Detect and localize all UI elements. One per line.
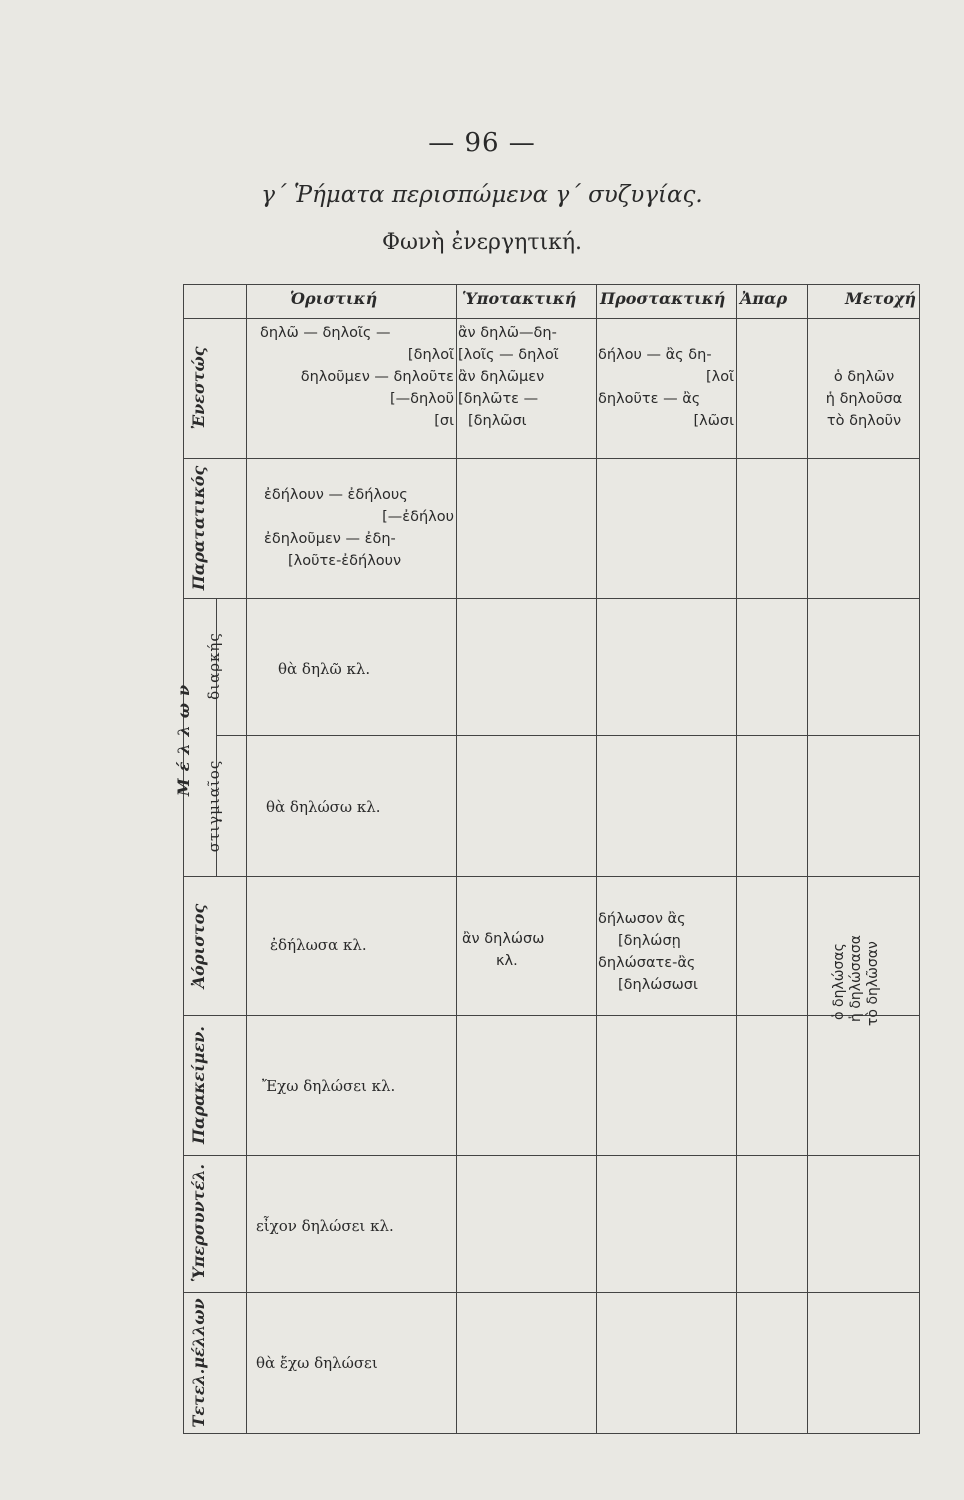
table-rule [919, 284, 920, 1433]
aoristos-ypotaktiki-cell [462, 928, 592, 972]
aoristos-metochi-line: τὸ δηλῶσαν [865, 941, 881, 1026]
enestos-prostaktiki-line: δηλοῦτε — ἂς [598, 391, 701, 407]
aoristos-metochi-line: ὁ δηλώσας [831, 943, 847, 1020]
aoristos-prostaktiki-line: [δηλώσωσι [618, 977, 698, 993]
row-label-ypersyntelikos: Ὑπερσυντέλ. [189, 1163, 208, 1283]
column-header-prostaktiki: Προστακτική [600, 289, 726, 308]
mellon-stigmiaios-oristiki: θὰ δηλώσω κλ. [266, 798, 381, 816]
row-label-parakeimenos: Παρακείμεν. [189, 1026, 208, 1144]
aoristos-metochi-cell [831, 890, 891, 1026]
column-header-metochi: Μετοχή [845, 289, 917, 308]
enestos-metochi-line: τὸ δηλοῦν [826, 413, 902, 429]
enestos-oristiki-line: [δηλοῖ [407, 347, 454, 363]
enestos-ypotaktiki-line: ἂν δηλῶ—δη- [458, 325, 557, 341]
paratatikos-oristiki-line: [—ἐδήλου [382, 509, 454, 525]
aoristos-prostaktiki-line: δηλώσατε-ἂς [598, 955, 696, 971]
page-subtitle: Φωνὴ ἐνεργητική. [381, 230, 583, 255]
table-rule [183, 1155, 920, 1156]
enestos-metochi-line: ἡ δηλοῦσα [825, 391, 903, 407]
table-rule [183, 876, 920, 877]
enestos-prostaktiki-cell [598, 344, 734, 432]
enestos-metochi-cell [809, 366, 919, 432]
table-rule [736, 284, 737, 1433]
row-label-tetelesmenos: Τετελ.μέλλων [189, 1298, 208, 1428]
table-rule [596, 284, 597, 1433]
parakeimenos-oristiki: Ἔχω δηλώσει κλ. [262, 1077, 396, 1095]
enestos-oristiki-cell [248, 322, 454, 432]
row-label-aoristos: Ἀόριστος [189, 903, 208, 989]
table-rule [183, 1433, 920, 1434]
aoristos-metochi-line: ἡ δηλώσασα [848, 935, 864, 1022]
enestos-prostaktiki-line: [λοῖ [705, 369, 734, 385]
enestos-ypotaktiki-cell [458, 322, 594, 432]
table-rule [807, 284, 808, 1433]
enestos-prostaktiki-line: [λῶσι [693, 413, 734, 429]
enestos-oristiki-line: δηλοῦμεν — δηλοῦτε [300, 369, 454, 385]
paratatikos-oristiki-cell [248, 484, 454, 572]
aoristos-ypotaktiki-line: ἂν δηλώσω [462, 931, 545, 947]
paratatikos-oristiki-line: ἐδήλουν — ἐδήλους [264, 487, 408, 503]
enestos-ypotaktiki-line: ἂν δηλῶμεν [458, 369, 545, 385]
page-number: — 96 — [428, 128, 536, 158]
row-label-mellon-stigmiaios: στιγμιαῖος [205, 759, 223, 853]
enestos-ypotaktiki-line: [δηλῶτε — [458, 391, 539, 407]
enestos-prostaktiki-line: δήλου — ἂς δη- [598, 347, 712, 363]
enestos-oristiki-line: [—δηλοῦ [389, 391, 454, 407]
enestos-oristiki-line: δηλῶ — δηλοῖς — [260, 325, 391, 341]
enestos-ypotaktiki-line: [δηλῶσι [468, 413, 527, 429]
table-rule [456, 284, 457, 1433]
row-label-mellon-diarkis: διαρκής [205, 632, 223, 700]
row-label-mellon: Μέλλων [174, 677, 193, 797]
aoristos-prostaktiki-cell [598, 908, 734, 996]
column-header-aparemfato: Ἀπαρ [740, 289, 788, 308]
page-title: γ΄ Ῥήματα περισπώμενα γ΄ συζυγίας. [261, 182, 703, 208]
aoristos-prostaktiki-line: [δηλώσῃ [618, 933, 681, 949]
table-rule [183, 284, 920, 285]
enestos-metochi-line: ὁ δηλῶν [833, 369, 895, 385]
table-rule [183, 458, 920, 459]
aoristos-prostaktiki-line: δήλωσον ἂς [598, 911, 686, 927]
ypersyntelikos-oristiki: εἶχον δηλώσει κλ. [256, 1217, 394, 1235]
table-rule [183, 1015, 920, 1016]
row-label-paratatikos: Παρατατικός [189, 465, 208, 591]
paratatikos-oristiki-line: [λοῦτε-ἐδήλουν [288, 553, 402, 569]
aoristos-oristiki: ἐδήλωσα κλ. [270, 936, 367, 954]
row-label-enestos: Ἐνεστώς [189, 346, 208, 430]
tetelesmenos-oristiki: θὰ ἔχω δηλώσει [256, 1354, 378, 1372]
enestos-oristiki-line: [σι [434, 413, 454, 429]
table-rule [183, 1292, 920, 1293]
paratatikos-oristiki-line: ἐδηλοῦμεν — ἐδη- [264, 531, 396, 547]
table-rule [216, 735, 920, 736]
table-rule [246, 284, 247, 1433]
enestos-ypotaktiki-line: [λοῖς — δηλοῖ [458, 347, 559, 363]
table-rule [183, 598, 920, 599]
table-rule [183, 318, 920, 319]
aoristos-ypotaktiki-line: κλ. [496, 953, 518, 969]
mellon-diarkis-oristiki: θὰ δηλῶ κλ. [278, 660, 371, 678]
column-header-oristiki: Ὁριστική [290, 289, 378, 308]
column-header-ypotaktiki: Ὑποτακτική [462, 289, 577, 308]
table-rule [183, 284, 184, 1433]
